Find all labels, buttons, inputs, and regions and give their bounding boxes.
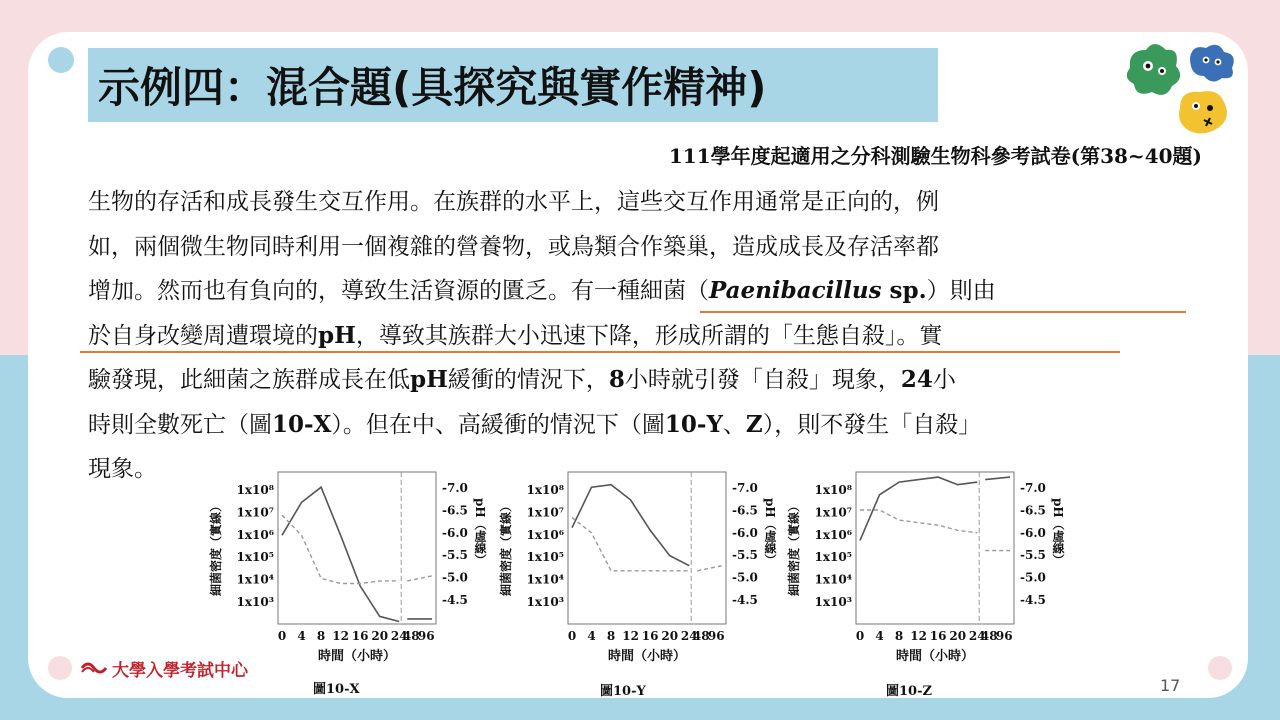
- y-right-tick-label: -6.0: [442, 525, 468, 540]
- x-tick-label: 24: [390, 629, 408, 643]
- y-right-tick-label: -6.5: [732, 503, 758, 518]
- y-right-tick-label: -5.0: [442, 570, 468, 585]
- x-tick-label: 12: [332, 629, 349, 643]
- x-tick-label: 48: [402, 629, 420, 643]
- text-segment: ），則不發生「自殺」: [762, 411, 982, 438]
- hour-number: 24: [900, 366, 933, 393]
- y-left-tick-label: 1x10³: [814, 595, 852, 609]
- text-segment: ）。但在中、高緩衝的情況下（圖: [331, 411, 665, 438]
- x-tick-label: 20: [949, 629, 967, 643]
- x-tick-label: 0: [567, 629, 577, 643]
- y-left-axis-label: 細菌密度（實線）: [787, 499, 801, 597]
- y-right-tick-label: -6.0: [1020, 525, 1046, 540]
- y-right-tick-label: -7.0: [442, 481, 468, 495]
- y-left-tick-label: 1x10⁵: [814, 550, 852, 565]
- y-right-axis-label: pH（虛線）: [1051, 498, 1065, 566]
- passage-line-7: 現象。: [88, 456, 157, 482]
- chart-10z: [778, 468, 1065, 672]
- x-tick-label: 20: [661, 629, 679, 643]
- y-right-axis-label: pH（虛線）: [763, 498, 777, 566]
- plot-frame: [568, 472, 726, 624]
- x-tick-label: 20: [371, 629, 389, 643]
- x-axis-label: 時間（小時）: [607, 649, 687, 664]
- figure-label-10y: 圖10-Y: [600, 684, 646, 699]
- x-tick-label: 24: [680, 629, 698, 643]
- y-left-axis-label: 細菌密度（實線）: [209, 499, 223, 597]
- x-tick-label: 96: [995, 629, 1013, 643]
- plot-frame: [278, 472, 436, 624]
- x-tick-label: 8: [894, 629, 904, 643]
- figure-ref: 10-X: [272, 410, 332, 438]
- passage-line-6: [88, 403, 1228, 448]
- text-segment: 小: [932, 367, 956, 393]
- figure-label-10z: 圖10-Z: [886, 684, 932, 699]
- text-segment: 小時就引發「自殺」現象，: [624, 367, 901, 393]
- hour-number: 8: [608, 366, 625, 393]
- chart-10x: [200, 468, 487, 672]
- figure-ref: Z: [745, 410, 763, 438]
- y-right-tick-label: -5.5: [442, 548, 468, 563]
- passage-line-2: 如，兩個微生物同時利用一個複雜的營養物，或鳥類合作築巢，造成成長及存活率都: [88, 233, 939, 260]
- y-left-tick-label: 1x10⁶: [814, 527, 852, 542]
- y-right-tick-label: -7.0: [1020, 481, 1046, 495]
- x-axis-label: 時間（小時）: [895, 649, 975, 664]
- y-right-tick-label: -6.5: [1020, 503, 1046, 518]
- y-left-tick-label: 1x10³: [236, 595, 274, 609]
- y-left-tick-label: 1x10⁴: [526, 572, 564, 587]
- decor-dot-bottom-left: [48, 656, 72, 680]
- microbe-cartoon-icon: [1120, 38, 1245, 143]
- chart-10y: [490, 468, 777, 672]
- x-tick-label: 96: [707, 629, 725, 643]
- passage-line-5: [88, 358, 1228, 403]
- chart-svg: [778, 468, 1046, 668]
- y-left-tick-label: 1x10⁸: [526, 483, 564, 497]
- page-number: 17: [1160, 676, 1181, 695]
- x-tick-label: 8: [316, 629, 326, 643]
- ceec-emblem-icon: [80, 658, 108, 678]
- figure-label-10x: 圖10-X: [313, 682, 360, 697]
- x-tick-label: 4: [875, 629, 884, 643]
- text-segment: ）則由: [926, 278, 996, 304]
- x-tick-label: 48: [980, 629, 998, 643]
- x-tick-label: 16: [641, 629, 659, 643]
- text-segment: ，導致其族群大小迅速下降，形成所謂的「生態自殺」。實: [355, 322, 943, 349]
- page-title: 示例四：混合題(具探究與實作精神): [98, 63, 767, 112]
- y-right-tick-label: -7.0: [732, 481, 758, 495]
- x-tick-label: 8: [606, 629, 616, 643]
- text-segment: 增加。然而也有負向的，導致生活資源的匱乏。有一種細菌（: [88, 278, 709, 304]
- x-axis-label: 時間（小時）: [317, 649, 397, 664]
- highlight-underline: [700, 311, 1186, 313]
- text-segment: 緩衝的情況下，: [447, 367, 609, 393]
- ph-term: pH: [318, 321, 356, 349]
- figure-ref: 10-Y: [664, 410, 723, 438]
- x-tick-label: 4: [587, 629, 596, 643]
- ceec-logo: [80, 656, 260, 680]
- y-right-tick-label: -6.0: [732, 525, 758, 540]
- text-segment: 時則全數死亡（圖: [88, 411, 272, 438]
- text-segment: 於自身改變周遭環境的: [88, 322, 318, 349]
- chart-svg: [490, 468, 758, 668]
- x-tick-label: 4: [297, 629, 306, 643]
- exam-source-subtitle: 111學年度起適用之分科測驗生物科參考試卷(第38~40題): [668, 144, 1202, 168]
- y-right-axis-label: pH（虛線）: [473, 498, 487, 566]
- y-right-tick-label: -4.5: [1020, 593, 1046, 607]
- y-left-tick-label: 1x10⁶: [236, 527, 274, 542]
- y-left-tick-label: 1x10⁵: [236, 550, 274, 565]
- y-right-tick-label: -4.5: [442, 593, 468, 607]
- text-segment: 驗發現，此細菌之族群成長在低: [88, 367, 410, 393]
- y-left-tick-label: 1x10⁴: [814, 572, 852, 587]
- decor-dot-top-left: [48, 47, 74, 73]
- y-right-tick-label: -6.5: [442, 503, 468, 518]
- x-tick-label: 96: [417, 629, 435, 643]
- species-name: Paenibacillus: [709, 277, 882, 304]
- species-sp: sp.: [881, 277, 927, 304]
- y-right-tick-label: -5.0: [732, 570, 758, 585]
- passage: [88, 180, 1228, 492]
- y-right-tick-label: -4.5: [732, 593, 758, 607]
- y-left-tick-label: 1x10⁸: [814, 483, 852, 497]
- y-left-tick-label: 1x10⁷: [526, 505, 564, 520]
- x-tick-label: 16: [929, 629, 947, 643]
- x-tick-label: 12: [910, 629, 927, 643]
- y-left-tick-label: 1x10⁸: [236, 483, 274, 497]
- text-segment: 、: [722, 411, 746, 438]
- y-right-tick-label: -5.0: [1020, 570, 1046, 585]
- logo-text: 大學入學考試中心: [112, 660, 248, 681]
- y-left-tick-label: 1x10³: [526, 595, 564, 609]
- y-left-tick-label: 1x10⁶: [526, 527, 564, 542]
- x-tick-label: 0: [855, 629, 865, 643]
- y-left-axis-label: 細菌密度（實線）: [499, 499, 513, 597]
- x-tick-label: 12: [622, 629, 639, 643]
- x-tick-label: 16: [351, 629, 369, 643]
- passage-line-3: [88, 269, 1228, 314]
- x-tick-label: 24: [968, 629, 986, 643]
- y-left-tick-label: 1x10⁵: [526, 550, 564, 565]
- x-tick-label: 0: [277, 629, 287, 643]
- x-tick-label: 48: [692, 629, 710, 643]
- y-left-tick-label: 1x10⁴: [236, 572, 274, 587]
- y-right-tick-label: -5.5: [732, 548, 758, 563]
- y-right-tick-label: -5.5: [1020, 548, 1046, 563]
- ph-term: pH: [410, 366, 448, 393]
- highlight-underline: [80, 351, 1120, 353]
- y-left-tick-label: 1x10⁷: [814, 505, 852, 520]
- decor-dot-bottom-right: [1208, 656, 1232, 680]
- chart-svg: [200, 468, 468, 668]
- passage-line-1: 生物的存活和成長發生交互作用。在族群的水平上，這些交互作用通常是正向的，例: [88, 189, 939, 215]
- y-left-tick-label: 1x10⁷: [236, 505, 274, 520]
